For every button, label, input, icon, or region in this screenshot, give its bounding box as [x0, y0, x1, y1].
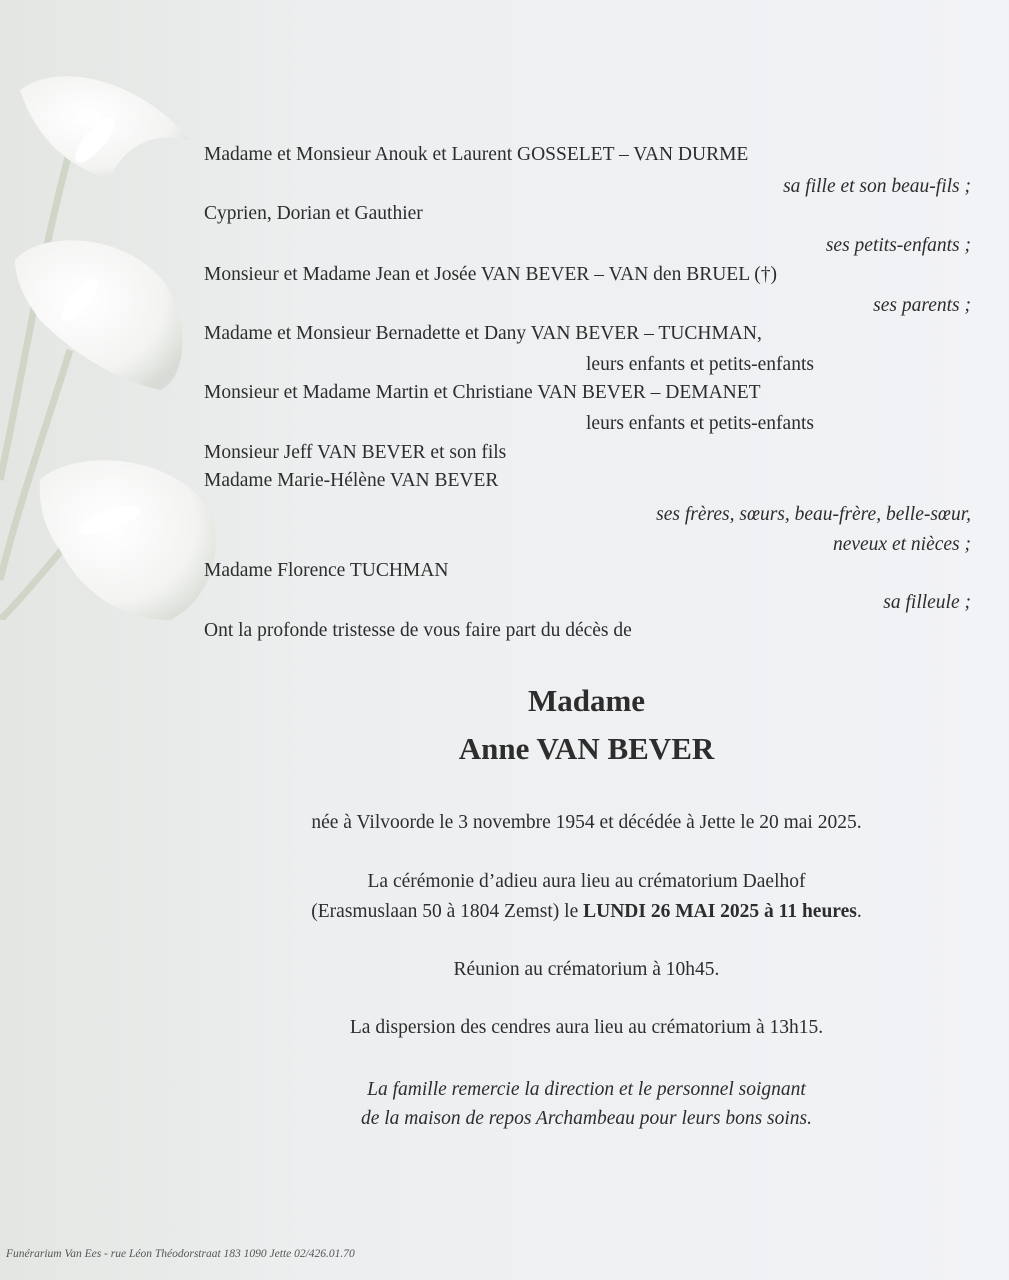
- ceremony-line-1: La cérémonie d’adieu aura lieu au crématorium Daelhof: [367, 871, 806, 892]
- relation-siblings: ses frères, sœurs, beau-frère, belle-sœur,: [656, 504, 971, 525]
- family-line-sibling-2: Monsieur et Madame Martin et Christiane VAN BEVER – DEMANET: [204, 382, 761, 403]
- family-line-sibling-3: Monsieur Jeff VAN BEVER et son fils: [204, 442, 507, 463]
- birth-death-dates: née à Vilvoorde le 3 novembre 1954 et décédée à Jette le 20 mai 2025.: [311, 812, 862, 833]
- thanks-line-2: de la maison de repos Archambeau pour leurs bons soins.: [360, 1108, 812, 1129]
- announcement-text: Ont la profonde tristesse de vous faire part du décès de: [204, 620, 632, 641]
- ceremony-line-2: (Erasmuslaan 50 à 1804 Zemst) le LUNDI 26 MAI 2025 à 11 heures.: [311, 901, 862, 922]
- dispersion-info: La dispersion des cendres aura lieu au crématorium à 13h15.: [349, 1017, 824, 1038]
- family-line-sibling-4: Madame Marie-Hélène VAN BEVER: [204, 470, 499, 491]
- relation-daughter: sa fille et son beau-fils ;: [783, 176, 971, 197]
- family-line-goddaughter: Madame Florence TUCHMAN: [204, 560, 449, 581]
- family-line-sibling-1: Madame et Monsieur Bernadette et Dany VAN BEVER – TUCHMAN,: [204, 323, 762, 344]
- relation-parents: ses parents ;: [873, 295, 971, 316]
- family-line-sibling-1-children: leurs enfants et petits-enfants: [586, 354, 814, 375]
- family-line-sibling-2-children: leurs enfants et petits-enfants: [586, 413, 814, 434]
- relation-goddaughter: sa filleule ;: [883, 592, 971, 613]
- thanks-line-1: La famille remercie la direction et le personnel soignant: [367, 1079, 806, 1100]
- meeting-time: Réunion au crématorium à 10h45.: [453, 959, 720, 980]
- family-line-parents: Monsieur et Madame Jean et Josée VAN BEVER – VAN den BRUEL (†): [204, 264, 778, 285]
- deceased-title: Madame: [527, 683, 646, 718]
- relation-nephews: neveux et nièces ;: [832, 534, 971, 555]
- deceased-name: Anne VAN BEVER: [458, 731, 715, 766]
- relation-grandchildren: ses petits-enfants ;: [825, 235, 971, 256]
- family-line-grandchildren: Cyprien, Dorian et Gauthier: [204, 203, 423, 224]
- funeral-home-footer: Funérarium Van Ees - rue Léon Théodorstraat 183 1090 Jette 02/426.01.70: [6, 1248, 355, 1260]
- ceremony-date: LUNDI 26 MAI 2025 à 11 heures: [583, 901, 857, 922]
- family-line-daughter: Madame et Monsieur Anouk et Laurent GOSSELET – VAN DURME: [204, 144, 749, 165]
